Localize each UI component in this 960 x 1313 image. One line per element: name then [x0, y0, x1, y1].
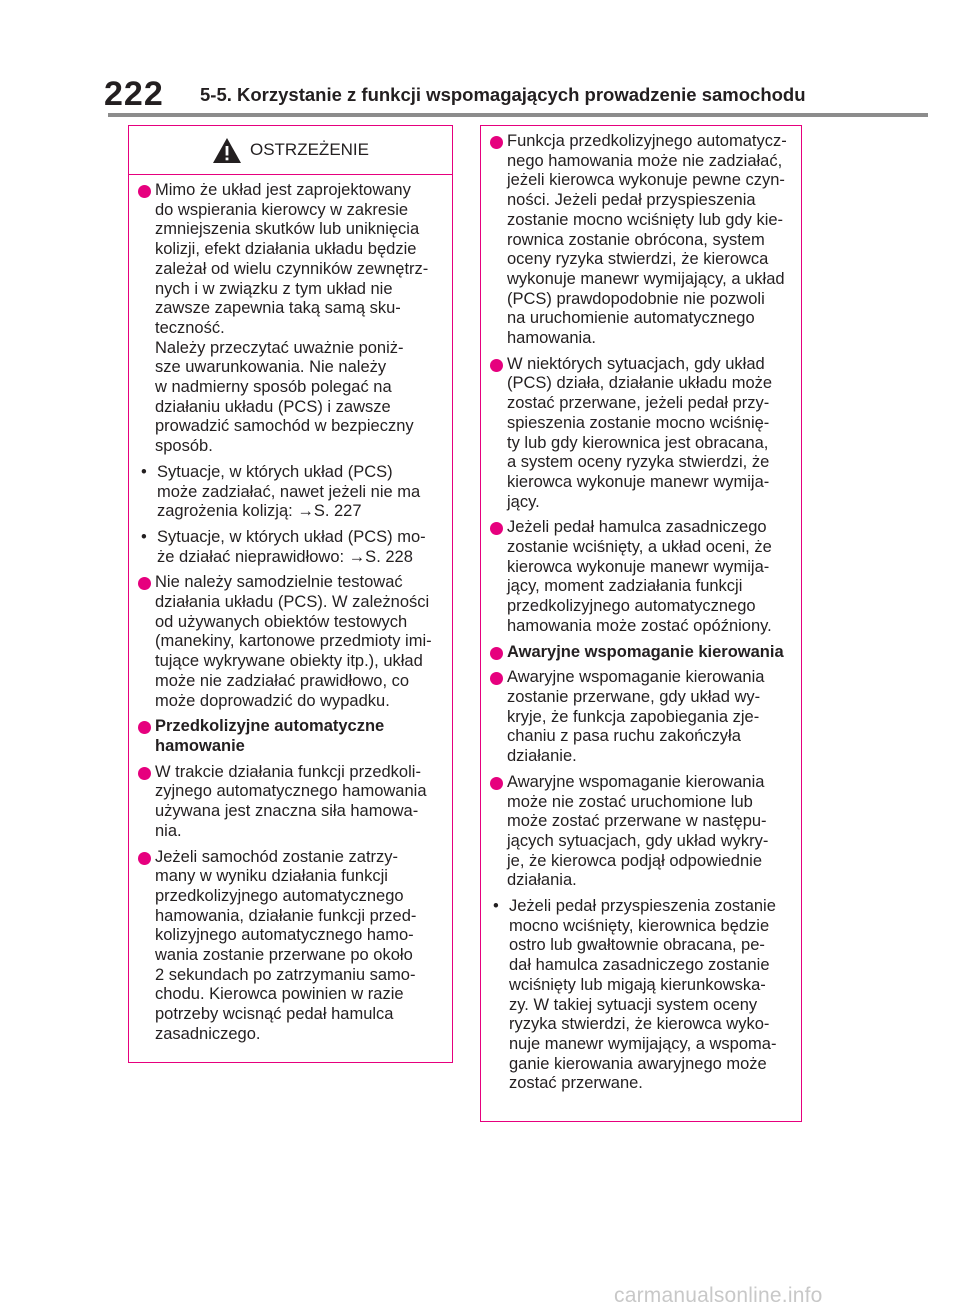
bullet-dot-icon: [490, 672, 503, 685]
bullet-dot-icon: [138, 577, 151, 590]
list-item: W niektórych sytuacjach, gdy układ (PCS) działa, działanie układu może zostać przerwane, jeżeli pedał przy- spieszenia zostanie mocno wciśnię- ty lub gdy kierownica jest obracana, a system oceny ryzyka stwierdzi, że kierowca wykonuje manewr wymija- jący.: [490, 355, 795, 513]
bullet-dot-icon: [138, 185, 151, 198]
warning-triangle-icon: [212, 137, 242, 164]
list-item: W trakcie działania funkcji przedkoli- zyjnego automatycznego hamowania używana jest znaczna siła hamowa- nia.: [138, 763, 446, 842]
list-item: Nie należy samodzielnie testować działania układu (PCS). W zależności od używanych obiektów testowych (manekiny, kartonowe przedmioty imi- tujące wykrywane obiekty itp.), układ może nie zadziałać prawidłowo, co może doprowadzić do wypadku.: [138, 573, 446, 711]
page-header: [0, 0, 960, 120]
list-item: Awaryjne wspomaganie kierowania zostanie przerwane, gdy układ wy- kryje, że funkcja zapobiegania zje- chaniu z pasa ruchu zakończyła działanie.: [490, 668, 795, 767]
bullet-dot-icon: [138, 767, 151, 780]
bullet-dot-icon: [490, 359, 503, 372]
list-item: Mimo że układ jest zaprojektowany do wspierania kierowcy w zakresie zmniejszenia skutków lub uniknięcia kolizji, efekt działania układu będzie zależał od wielu czynników zewnętrz- nych i w związku z tym układ nie zawsze zapewnia taką samą sku- teczność.: [138, 181, 446, 339]
warning-box-right: [480, 125, 802, 1122]
list-item: Jeżeli pedał hamulca zasadniczego zostanie wciśnięty, a układ oceni, że kierowca wykonuje manewr wymija- jący, moment zadziałania funkcji przedkolizyjnego automatycznego hamowania może zostać opóźniony.: [490, 518, 795, 636]
list-item: • Sytuacje, w których układ (PCS) mo- że działać nieprawidłowo: →S. 228: [141, 527, 426, 566]
list-item: • Sytuacje, w których układ (PCS) może zadziałać, nawet jeżeli nie ma zagrożenia kolizją: →S. 227: [141, 462, 421, 521]
list-item: • Jeżeli pedał przyspieszenia zostanie mocno wciśnięty, kierownica będzie ostro lub gwałtownie obracana, pe- dał hamulca zasadniczego zostanie wciśnięty lub migają kierunkowska- zy. W takiej sytuacji system oceny ryzyka stwierdzi, że kierowca wyko- nuje manewr wymijający, a wspoma- ganie kierowania awaryjnego może zostać przerwane.: [493, 897, 777, 1093]
bullet-dot-icon: [490, 647, 503, 660]
list-item: Jeżeli samochód zostanie zatrzy- many w wyniku działania funkcji przedkolizyjnego automatycznego hamowania, działanie funkcji przed- kolizyjnego automatycznego hamo- wania zostanie przerwane po około 2 sekundach po zatrzymaniu samo- chodu. Kierowca powinien w razie potrzeby wcisnąć pedał hamulca zasadniczego.: [138, 848, 446, 1045]
list-item-heading: Awaryjne wspomaganie kierowania: [490, 643, 795, 663]
page-number: 222: [104, 75, 164, 113]
section-title: 5-5. Korzystanie z funkcji wspomagających prowadzenie samochodu: [200, 84, 806, 105]
watermark: carmanualsonline.info: [614, 1284, 823, 1307]
list-item: Awaryjne wspomaganie kierowania może nie zostać uruchomione lub może zostać przerwane w następu- jących sytuacjach, gdy układ wykry- je, że kierowca podjął odpowiednie działania.: [490, 773, 795, 891]
bullet-point-icon: •: [141, 527, 147, 546]
warning-box-left: [128, 125, 453, 1063]
list-item-heading: Przedkolizyjne automatyczne hamowanie: [138, 717, 446, 756]
bullet-dot-icon: [490, 777, 503, 790]
bullet-dot-icon: [138, 721, 151, 734]
bullet-point-icon: •: [141, 462, 147, 481]
warning-header: [129, 126, 452, 175]
bullet-dot-icon: [138, 852, 151, 865]
list-item: Funkcja przedkolizyjnego automatycz- nego hamowania może nie zadziałać, jeżeli kierowca wykonuje pewne czyn- ności. Jeżeli pedał przyspieszenia zostanie mocno wciśnięty lub gdy kie- rownica zostanie obrócona, system oceny ryzyka stwierdzi, że kierowca wykonuje manewr wymijający, a układ (PCS) prawdopodobnie nie pozwoli na uruchomienie automatycznego hamowania.: [490, 132, 795, 349]
bullet-dot-icon: [490, 522, 503, 535]
list-item-note: Należy przeczytać uważnie poniż- sze uwarunkowania. Nie należy w nadmierny sposób polegać na działaniu układu (PCS) i zawsze prowadzić samochód w bezpieczny sposób.: [155, 338, 414, 456]
header-divider: [108, 113, 928, 117]
bullet-dot-icon: [490, 136, 503, 149]
bullet-point-icon: •: [493, 897, 499, 916]
warning-title: OSTRZEŻENIE: [249, 140, 369, 159]
